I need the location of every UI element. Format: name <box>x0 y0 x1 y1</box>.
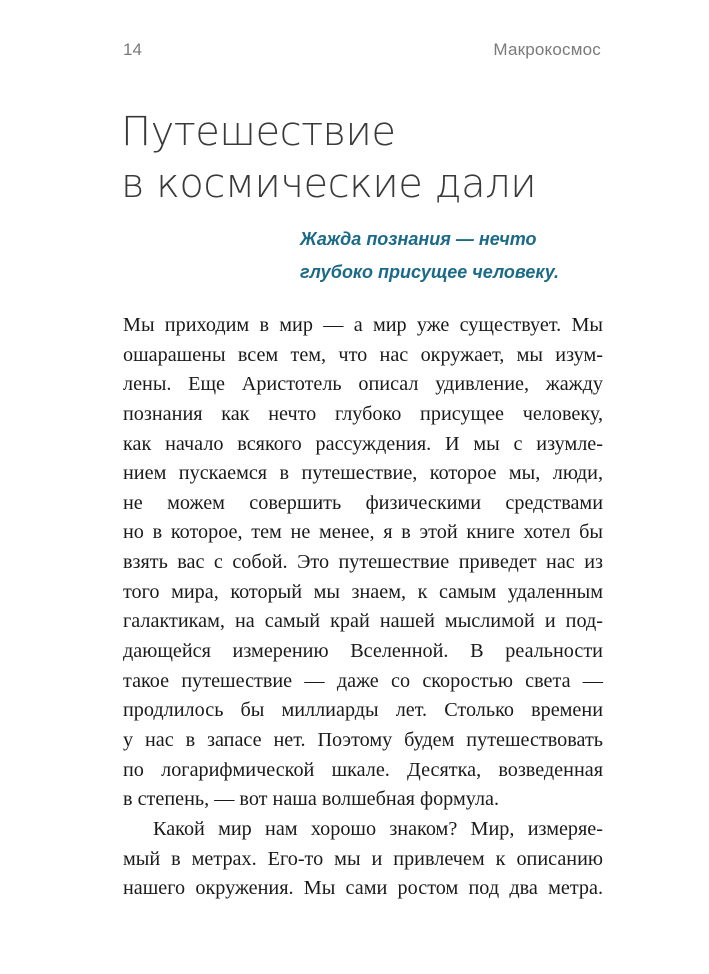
epigraph <box>300 223 601 289</box>
running-head <box>123 40 601 68</box>
text-line: но в которое, тем не менее, я в этой книге хотел бы <box>123 521 603 544</box>
text-line: взять вас с собой. Это путешествие приведет нас из <box>123 551 603 574</box>
text-line: Какой мир нам хорошо знаком? Мир, измеряе- <box>153 817 603 840</box>
text-line: нием пускаемся в путешествие, которое мы, люди, <box>123 462 603 485</box>
text-line: у нас в запасе нет. Поэтому будем путешествовать <box>123 728 603 751</box>
text-line: Мы приходим в мир — а мир уже существует. Мы <box>123 314 603 336</box>
text-line: в степень, — вот наша волшебная формула. <box>123 788 500 811</box>
epigraph-line: глубоко присущее человеку. <box>300 262 560 282</box>
text-line: продлилось бы миллиарды лет. Столько времени <box>123 699 603 722</box>
text-line: ошарашены всем тем, что нас окружает, мы изум- <box>123 343 603 366</box>
text-line: лены. Еще Аристотель описал удивление, жажду <box>123 373 603 396</box>
section-title-line: в космические дали <box>121 161 537 207</box>
paragraph <box>123 815 603 904</box>
text-line: дающейся измерению Вселенной. В реальности <box>123 640 603 663</box>
text-line: нашего окружения. Мы сами ростом под два метра. <box>123 877 603 900</box>
text-line: галактикам, на самый край нашей мыслимой и под- <box>123 610 603 633</box>
text-line: не можем совершить физическими средствами <box>123 491 603 514</box>
section-title-line: Путешествие <box>121 109 396 155</box>
text-line: мый в метрах. Его-то мы и привлечем к описанию <box>123 847 603 870</box>
text-line: как начало всякого рассуждения. И мы с изумле- <box>123 432 603 455</box>
paragraph <box>123 311 603 815</box>
text-line: познания как нечто глубоко присущее человеку, <box>123 402 603 425</box>
chapter-title: Макрокосмос <box>493 40 601 59</box>
text-line: того мира, который мы знаем, к самым удаленным <box>123 580 603 603</box>
page-number: 14 <box>123 40 142 59</box>
epigraph-line: Жажда познания — нечто <box>300 229 537 249</box>
body-text <box>123 311 603 904</box>
text-line: такое путешествие — даже со скоростью света — <box>123 669 603 692</box>
section-title <box>121 106 601 210</box>
text-line: по логарифмической шкале. Десятка, возведенная <box>123 758 603 781</box>
